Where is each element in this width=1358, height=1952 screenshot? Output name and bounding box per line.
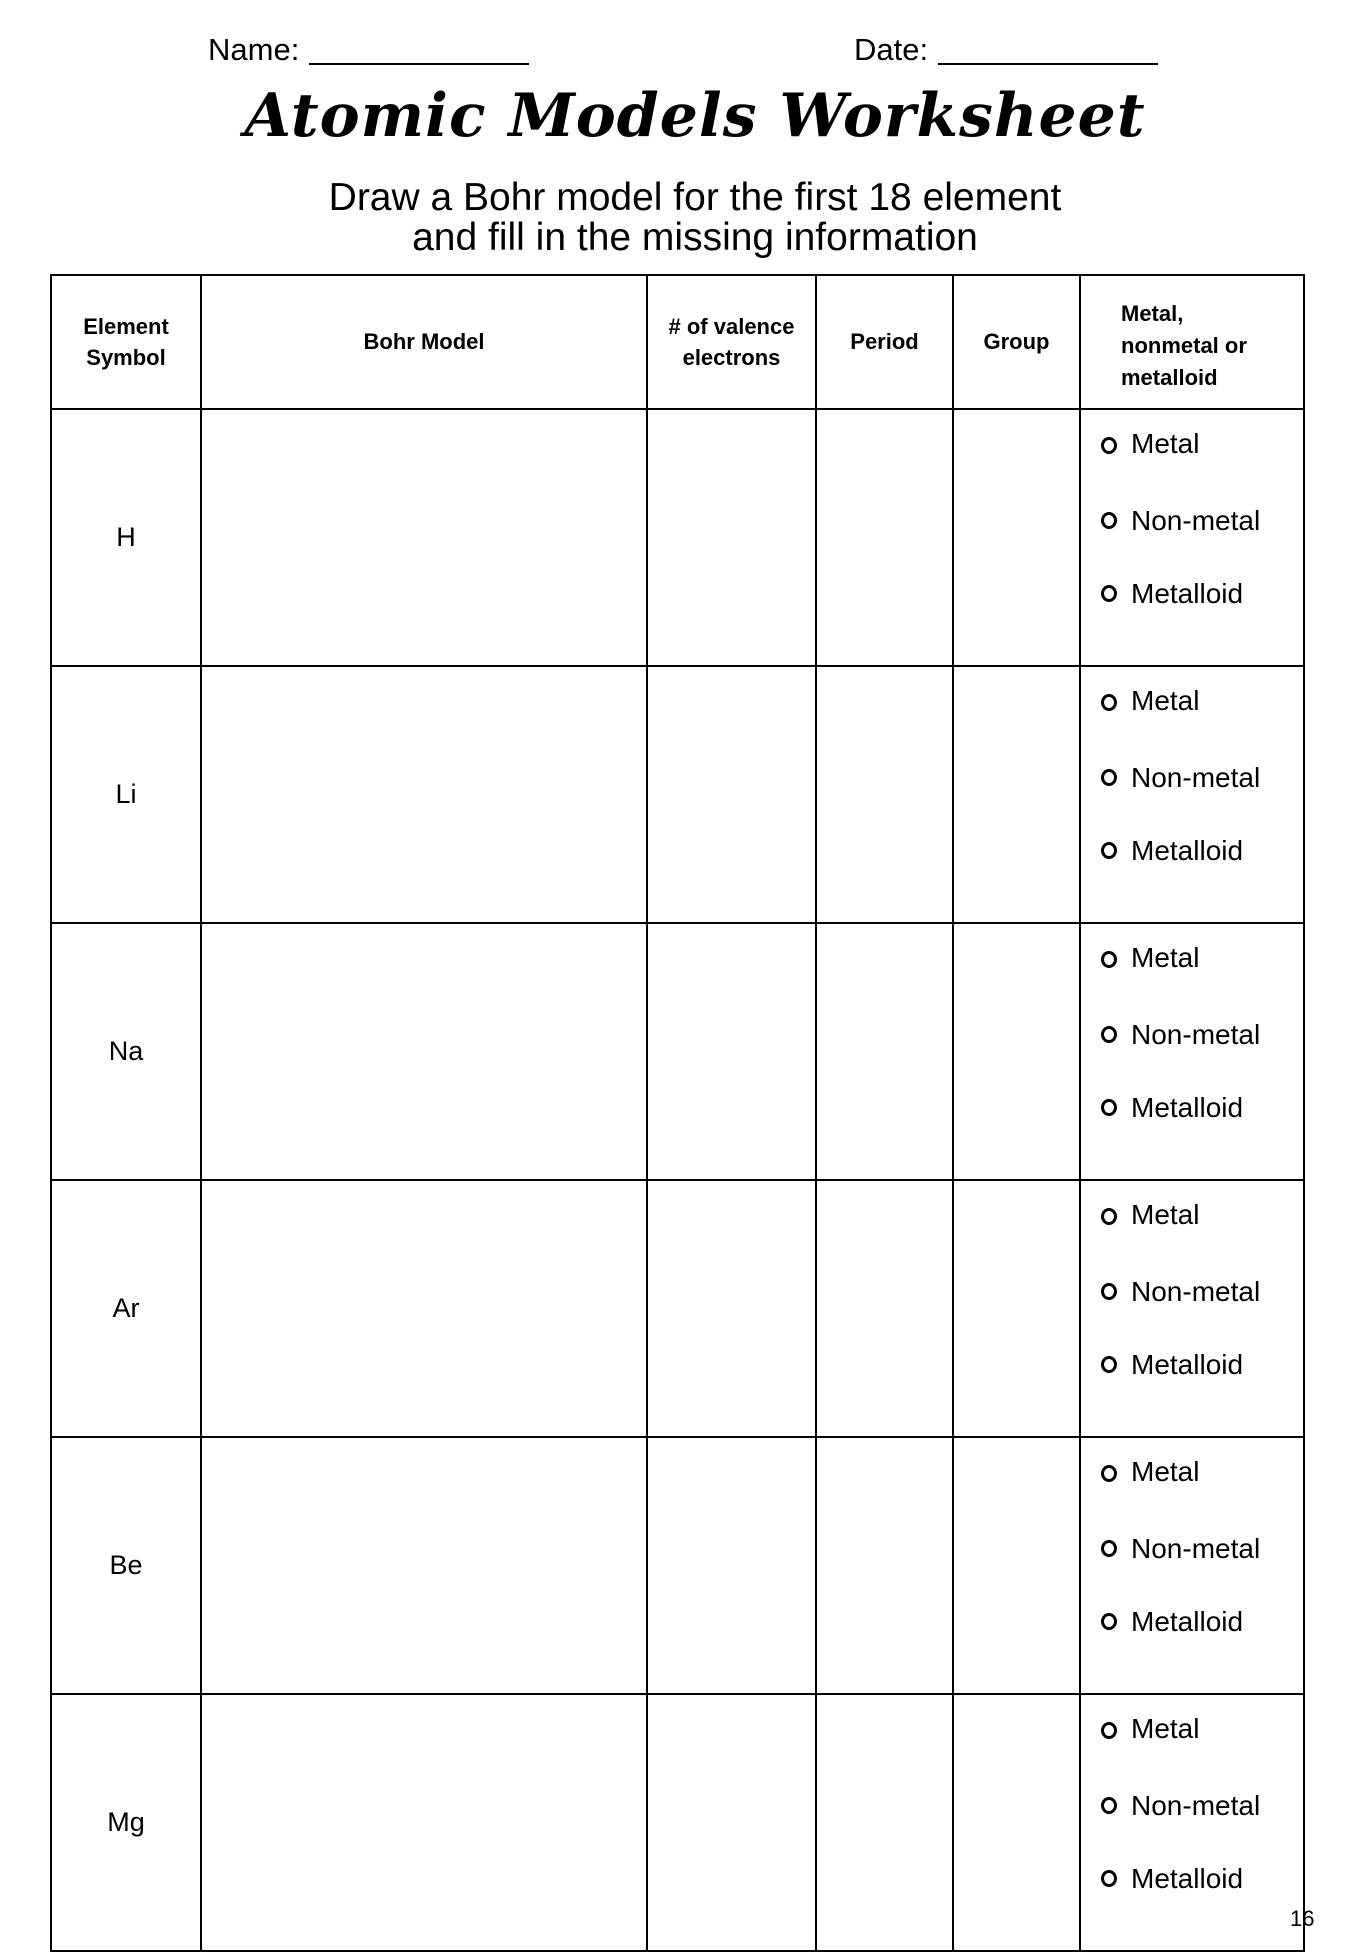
date-label: Date: <box>854 32 929 67</box>
instruction-line-1: Draw a Bohr model for the first 18 element <box>328 176 1062 219</box>
option-metal[interactable] <box>1101 1713 1303 1769</box>
valence-electrons-cell[interactable] <box>647 1180 816 1437</box>
option-label: Non-metal <box>1131 761 1261 793</box>
header-row <box>51 275 1304 409</box>
option-metal[interactable] <box>1101 685 1303 741</box>
option-metalloid[interactable] <box>1101 1328 1303 1401</box>
radio-circle-icon[interactable] <box>1101 1026 1117 1043</box>
radio-circle-icon[interactable] <box>1101 1797 1117 1814</box>
option-label: Metalloid <box>1131 834 1244 866</box>
option-label: Metal <box>1131 685 1200 716</box>
radio-circle-icon[interactable] <box>1101 1465 1117 1482</box>
radio-circle-icon[interactable] <box>1101 1540 1117 1557</box>
element-symbol-cell: H <box>51 409 201 666</box>
option-non-metal[interactable] <box>1101 1769 1303 1842</box>
bohr-model-cell[interactable] <box>201 923 647 1180</box>
bohr-model-cell[interactable] <box>201 1180 647 1437</box>
period-cell[interactable] <box>816 409 953 666</box>
valence-electrons-cell[interactable] <box>647 1437 816 1694</box>
option-label: Non-metal <box>1131 1532 1261 1564</box>
period-cell[interactable] <box>816 1437 953 1694</box>
option-metal[interactable] <box>1101 428 1303 484</box>
radio-circle-icon[interactable] <box>1101 842 1117 859</box>
option-label: Metal <box>1131 1199 1200 1230</box>
radio-circle-icon[interactable] <box>1101 1356 1117 1373</box>
element-type-cell <box>1080 1180 1304 1437</box>
name-blank-line[interactable] <box>309 63 529 65</box>
bohr-model-cell[interactable] <box>201 1437 647 1694</box>
option-metalloid[interactable] <box>1101 814 1303 887</box>
radio-circle-icon[interactable] <box>1101 951 1117 968</box>
instruction-line-2: and fill in the missing information <box>412 216 978 259</box>
date-field[interactable] <box>854 34 1158 65</box>
header-element-type: Metal, nonmetal or metalloid <box>1080 275 1304 409</box>
page-title: Atomic Models Worksheet <box>244 81 1146 151</box>
date-blank-line[interactable] <box>938 63 1158 65</box>
radio-circle-icon[interactable] <box>1101 1613 1117 1630</box>
valence-electrons-cell[interactable] <box>647 923 816 1180</box>
option-non-metal[interactable] <box>1101 998 1303 1071</box>
header-bohr-model: Bohr Model <box>201 275 647 409</box>
header-valence-electrons: # of valence electrons <box>647 275 816 409</box>
element-type-cell <box>1080 409 1304 666</box>
radio-circle-icon[interactable] <box>1101 1722 1117 1739</box>
table-row <box>51 666 1304 923</box>
valence-electrons-cell[interactable] <box>647 409 816 666</box>
header-group: Group <box>953 275 1080 409</box>
element-type-cell <box>1080 1694 1304 1951</box>
name-label: Name: <box>208 32 300 67</box>
option-label: Non-metal <box>1131 504 1261 536</box>
element-symbol-cell: Ar <box>51 1180 201 1437</box>
option-metal[interactable] <box>1101 1456 1303 1512</box>
group-cell[interactable] <box>953 1694 1080 1951</box>
element-type-cell <box>1080 1437 1304 1694</box>
option-label: Non-metal <box>1131 1018 1261 1050</box>
bohr-model-cell[interactable] <box>201 409 647 666</box>
period-cell[interactable] <box>816 1180 953 1437</box>
element-type-cell <box>1080 666 1304 923</box>
name-field[interactable] <box>208 34 529 65</box>
group-cell[interactable] <box>953 409 1080 666</box>
option-metalloid[interactable] <box>1101 1585 1303 1658</box>
element-symbol-cell: Li <box>51 666 201 923</box>
header-period: Period <box>816 275 953 409</box>
radio-circle-icon[interactable] <box>1101 1099 1117 1116</box>
worksheet-table <box>50 274 1305 1952</box>
radio-circle-icon[interactable] <box>1101 694 1117 711</box>
option-label: Metal <box>1131 1713 1200 1744</box>
table-row <box>51 1180 1304 1437</box>
option-metalloid[interactable] <box>1101 1842 1303 1915</box>
valence-electrons-cell[interactable] <box>647 1694 816 1951</box>
option-metal[interactable] <box>1101 942 1303 998</box>
period-cell[interactable] <box>816 666 953 923</box>
option-non-metal[interactable] <box>1101 1512 1303 1585</box>
page-number: 16 <box>1290 1906 1315 1931</box>
option-metalloid[interactable] <box>1101 557 1303 630</box>
group-cell[interactable] <box>953 923 1080 1180</box>
table-row <box>51 409 1304 666</box>
option-label: Metalloid <box>1131 1605 1244 1637</box>
radio-circle-icon[interactable] <box>1101 585 1117 602</box>
group-cell[interactable] <box>953 1180 1080 1437</box>
option-non-metal[interactable] <box>1101 1255 1303 1328</box>
group-cell[interactable] <box>953 1437 1080 1694</box>
option-non-metal[interactable] <box>1101 741 1303 814</box>
radio-circle-icon[interactable] <box>1101 1870 1117 1887</box>
table-row <box>51 923 1304 1180</box>
header-element-symbol: Element Symbol <box>51 275 201 409</box>
option-label: Metal <box>1131 1456 1200 1487</box>
option-label: Metal <box>1131 428 1200 459</box>
option-label: Metal <box>1131 942 1200 973</box>
option-label: Metalloid <box>1131 577 1244 609</box>
option-label: Metalloid <box>1131 1862 1244 1894</box>
table-row <box>51 1437 1304 1694</box>
option-metal[interactable] <box>1101 1199 1303 1255</box>
option-label: Non-metal <box>1131 1275 1261 1307</box>
radio-circle-icon[interactable] <box>1101 769 1117 786</box>
element-symbol-cell: Be <box>51 1437 201 1694</box>
element-symbol-cell: Na <box>51 923 201 1180</box>
radio-circle-icon[interactable] <box>1101 512 1117 529</box>
period-cell[interactable] <box>816 923 953 1180</box>
radio-circle-icon[interactable] <box>1101 1208 1117 1225</box>
bohr-model-cell[interactable] <box>201 1694 647 1951</box>
period-cell[interactable] <box>816 1694 953 1951</box>
option-label: Non-metal <box>1131 1789 1261 1821</box>
option-non-metal[interactable] <box>1101 484 1303 557</box>
element-symbol-cell: Mg <box>51 1694 201 1951</box>
group-cell[interactable] <box>953 666 1080 923</box>
table-row <box>51 1694 1304 1951</box>
bohr-model-cell[interactable] <box>201 666 647 923</box>
element-type-cell <box>1080 923 1304 1180</box>
valence-electrons-cell[interactable] <box>647 666 816 923</box>
option-label: Metalloid <box>1131 1348 1244 1380</box>
radio-circle-icon[interactable] <box>1101 1283 1117 1300</box>
option-label: Metalloid <box>1131 1091 1244 1123</box>
radio-circle-icon[interactable] <box>1101 437 1117 454</box>
option-metalloid[interactable] <box>1101 1071 1303 1144</box>
